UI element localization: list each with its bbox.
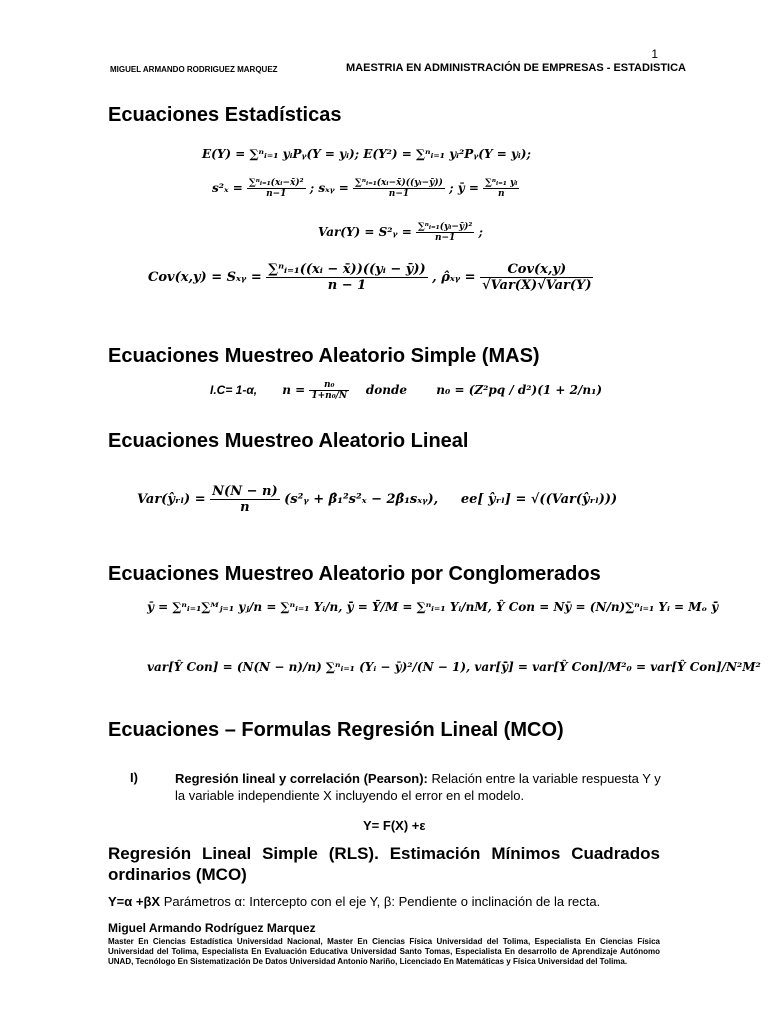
equation-conglomerados-1: ȳ = ∑ⁿᵢ₌₁∑ᴹⱼ₌₁ yⱼ/n = ∑ⁿᵢ₌₁ Yᵢ/n, ȳ̄ = Ȳ/M = ∑ⁿᵢ₌₁ Yᵢ/nM, Ŷ Con = Nȳ = (N/n)∑ⁿᵢ₌₁ Yᵢ = Mₒ ȳ̄	[147, 600, 719, 614]
rls-equation-line: Y=α +βX Parámetros α: Intercepto con el eje Y, β: Pendiente o inclinación de la recta.	[108, 894, 601, 909]
page-number: 1	[651, 47, 658, 61]
equation-covariance: Cov(x,y) = Sₓᵧ = $\frac{\text{∑ⁿᵢ₌₁((xᵢ − x̄))((yᵢ − ȳ))}}{n - 1}$ , ρ̂ₓᵧ = $\frac{\text{Cov(x,y)}}{\text{√Var(X)√Var(Y)}}$	[148, 262, 592, 293]
equation-expectation: E(Y) = ∑ⁿᵢ₌₁ yᵢPᵧ(Y = yᵢ); E(Y²) = ∑ⁿᵢ₌₁ yᵢ²Pᵧ(Y = yᵢ);	[202, 147, 531, 161]
list-roman-numeral: I)	[130, 770, 138, 785]
section-title-lineal: Ecuaciones Muestreo Aleatorio Lineal	[108, 430, 469, 452]
sx2-lhs: s²ₓ =	[212, 181, 243, 195]
section-title-mas: Ecuaciones Muestreo Aleatorio Simple (MAS)	[108, 345, 540, 367]
equation-conglomerados-2: var[Ŷ Con] = (N(N − n)/n) ∑ⁿᵢ₌₁ (Yᵢ − ȳ)²/(N − 1), var[ȳ̄] = var[Ŷ Con]/M²₀ = var[Ŷ Con]/N²M²	[147, 660, 761, 674]
footer-credentials: Master En Ciencias Estadística Universidad Nacional, Master En Ciencias Física Universidad del Tolima, Especialista En Ciencias Física Universidad del Tolima, Especialista En Evaluación Educativa Universidad Santo Tomas, Especialista En desarrollo de Aprendizaje Autónomo UNAD, Tecnólogo En Sistematización De Datos Universidad Antonio Nariño, Licenciado En Matemáticas y Física Universidad del Tolima.	[108, 937, 660, 966]
header-author: MIGUEL ARMANDO RODRIGUEZ MARQUEZ	[110, 65, 278, 74]
equation-mas: I.C= 1-α, n = $\frac{\text{n₀}}{\text{1+n₀/N}}$ donde n₀ = (Z²pq / d²)(1 + 2/n₁)	[210, 380, 603, 401]
n0-formula: n₀ = (Z²pq / d²)(1 + 2/n₁)	[436, 383, 603, 397]
sxy-lhs: ; sₓᵧ =	[309, 181, 349, 195]
footer-author-name: Miguel Armando Rodríguez Marquez	[108, 921, 316, 935]
equation-var-yrl: Var(ŷᵣₗ) = $\frac{N(N - n)}{n}$ (s²ᵧ + β̂₁²s²ₓ − 2β̂₁sₓᵧ), ee[ ŷᵣₗ] = √((Var(ŷᵣₗ)))	[137, 484, 618, 515]
varyrl-fraction: $\frac{N(N - n)}{n}$	[212, 484, 278, 515]
ybar-lhs: ; ȳ =	[449, 181, 479, 195]
section-title-estadisticas: Ecuaciones Estadísticas	[108, 104, 342, 126]
sxy-fraction: $\frac{\text{∑ⁿᵢ₌₁(xᵢ−x̄)((yᵢ−ȳ))}}{n-1}$	[355, 178, 443, 199]
ee-formula: ee[ ŷᵣₗ] = √((Var(ŷᵣₗ)))	[460, 492, 618, 507]
var-fraction: $\frac{\text{∑ⁿᵢ₌₁(yᵢ−ȳ)²}}{n-1}$	[417, 222, 473, 243]
ic-label: I.C= 1-α,	[210, 383, 258, 397]
rls-title: Regresión Lineal Simple (RLS). Estimación Mínimos Cuadrados ordinarios (MCO)	[108, 844, 660, 884]
ybar-fraction: $\frac{\text{∑ⁿᵢ₌₁ yᵢ}}{n}$	[485, 178, 518, 199]
equation-var-y: Var(Y) = S²ᵧ = $\frac{\text{∑ⁿᵢ₌₁(yᵢ−ȳ)²}}{n-1}$ ;	[318, 222, 483, 243]
rho-fraction: $\frac{\text{Cov(x,y)}}{\text{√Var(X)√Var(Y)}}$	[482, 262, 592, 293]
n-fraction: $\frac{\text{n₀}}{\text{1+n₀/N}}$	[311, 380, 348, 401]
equation-variances	[212, 178, 519, 199]
model-equation: Y= F(X) +ε	[363, 818, 426, 833]
regression-description: Regresión lineal y correlación (Pearson): Relación entre la variable respuesta Y y la variable independiente X incluyendo el error en el modelo.	[175, 771, 661, 803]
header-course: MAESTRIA EN ADMINISTRACIÓN DE EMPRESAS - ESTADISTICA	[346, 62, 686, 74]
cov-fraction: $\frac{\text{∑ⁿᵢ₌₁((xᵢ − x̄))((yᵢ − ȳ))}}{n - 1}$	[268, 262, 426, 293]
section-title-conglomerados: Ecuaciones Muestreo Aleatorio por Conglomerados	[108, 563, 601, 585]
sx2-fraction: $\frac{\text{∑ⁿᵢ₌₁(xᵢ−x̄)²}}{n-1}$	[248, 178, 304, 199]
section-title-mco: Ecuaciones – Formulas Regresión Lineal (MCO)	[108, 719, 564, 741]
